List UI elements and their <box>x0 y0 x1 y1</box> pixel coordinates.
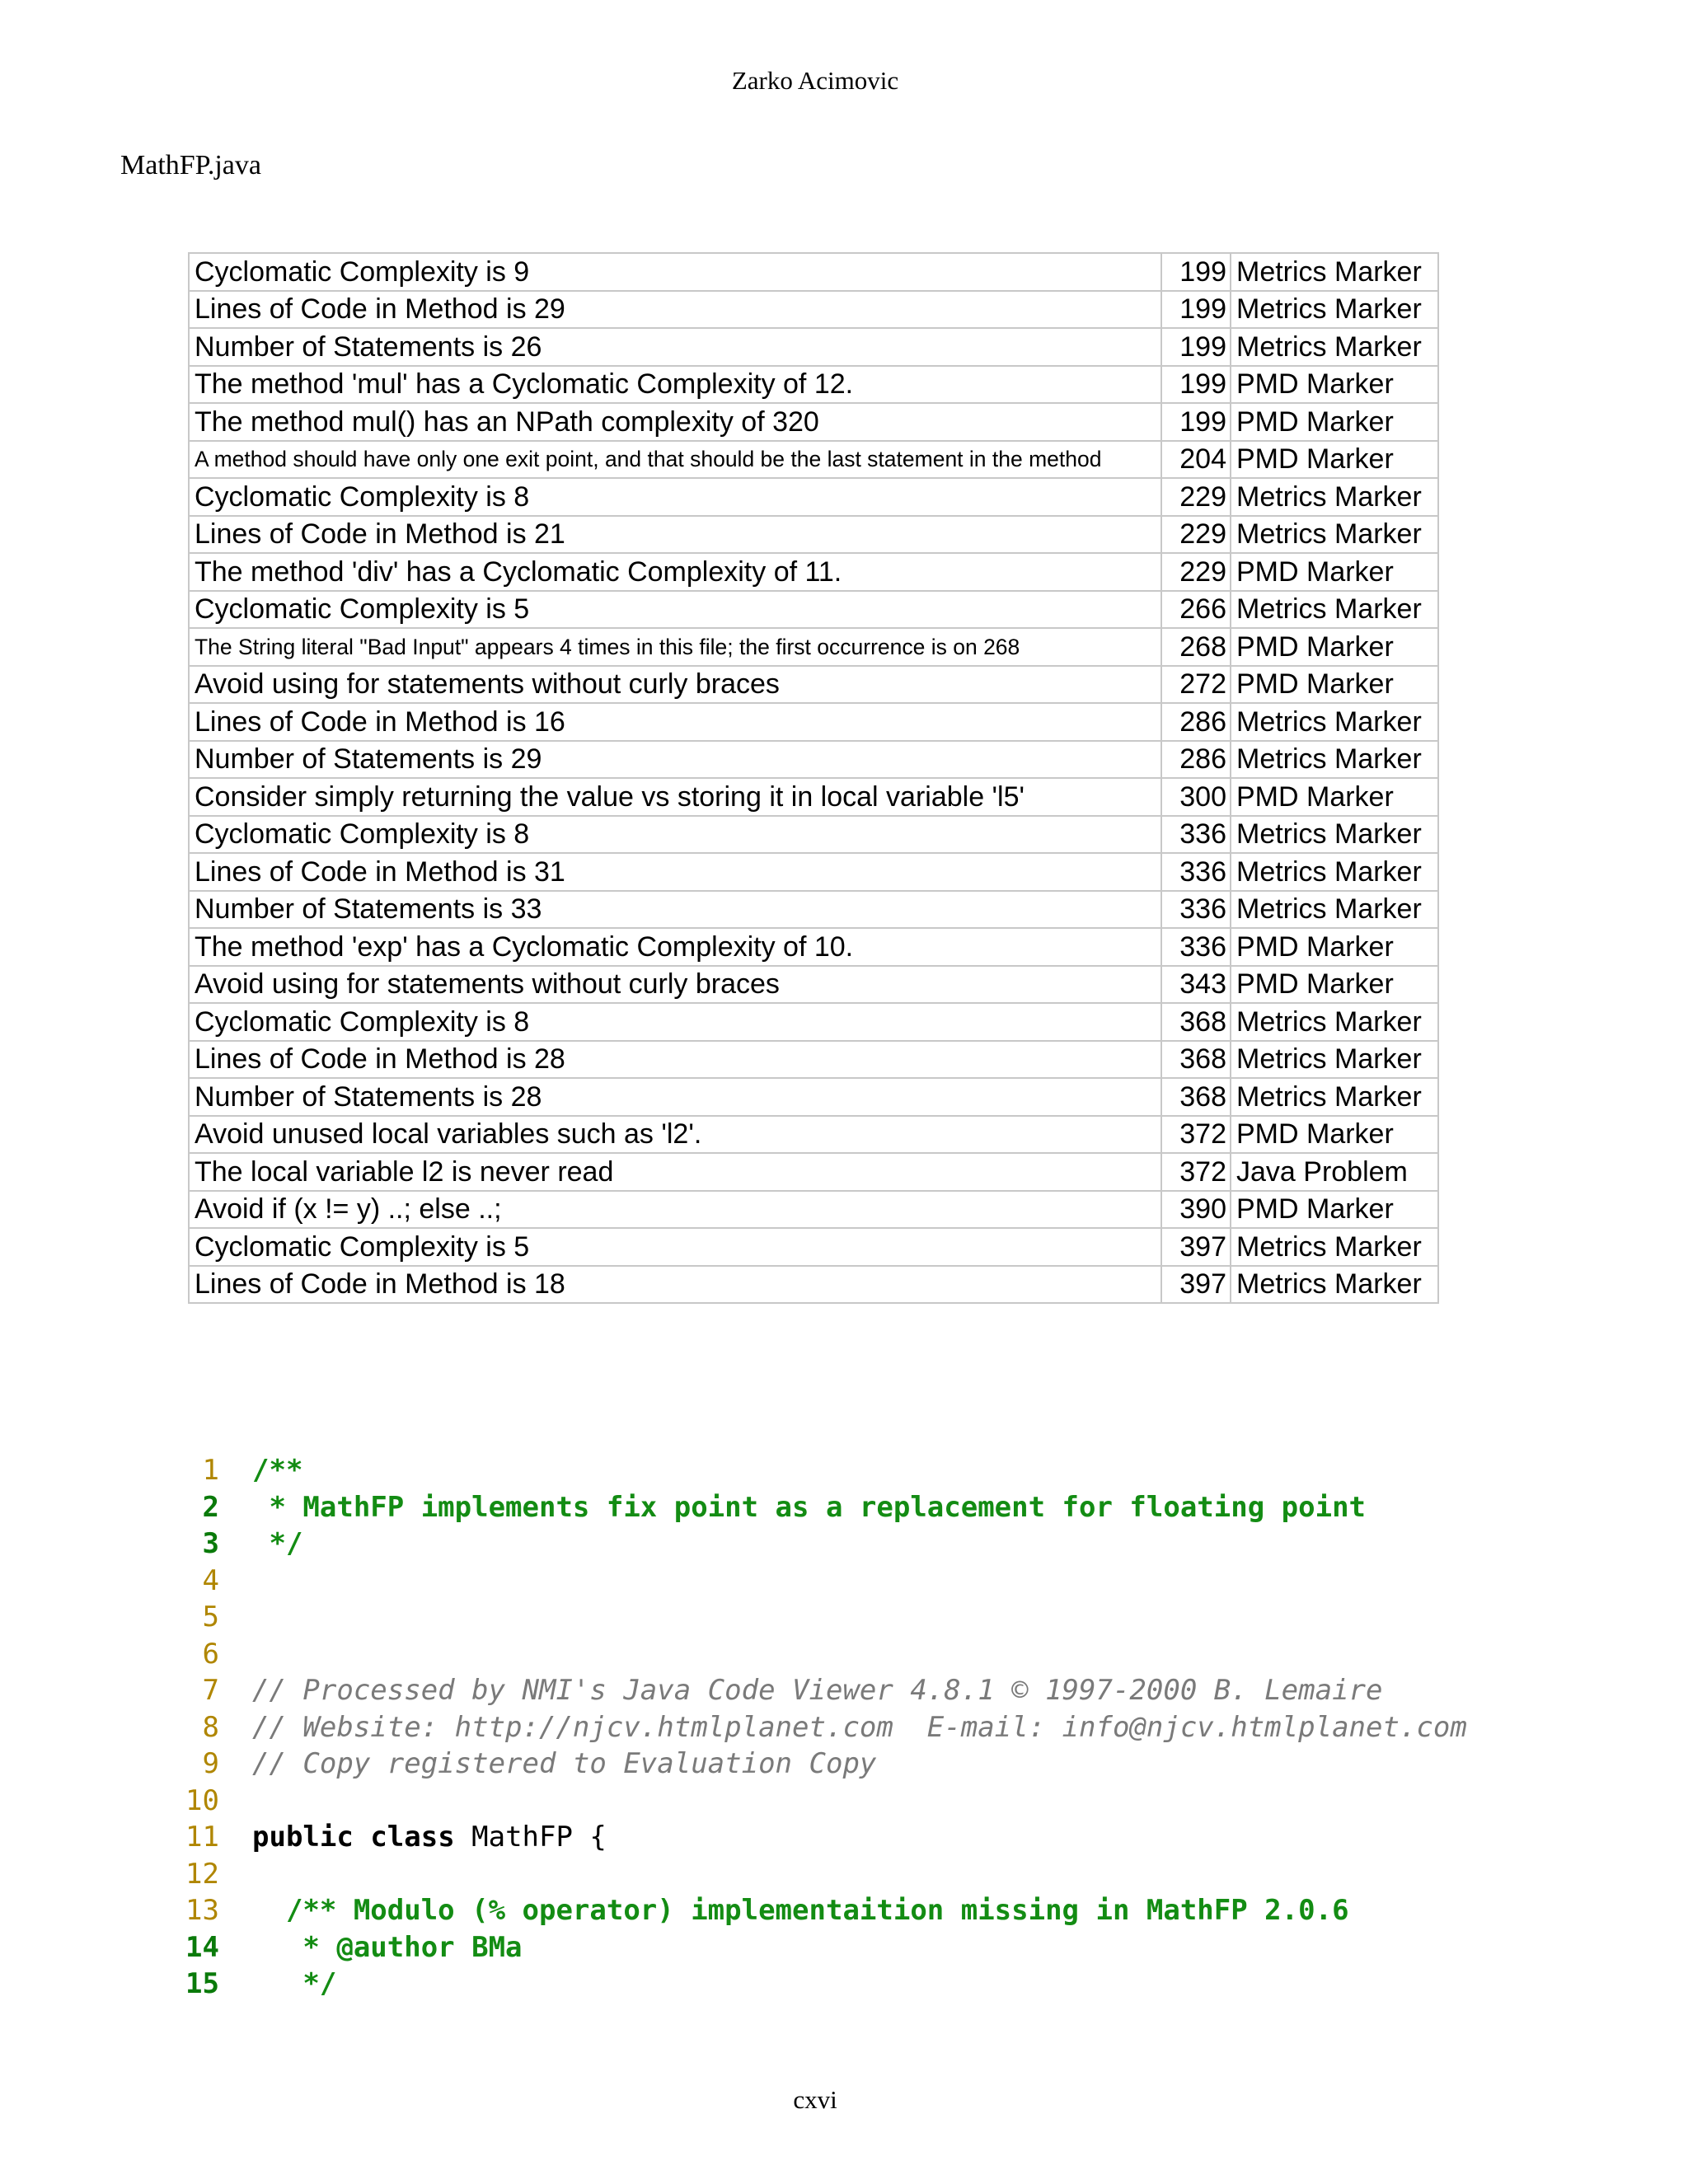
code-text: */ <box>252 1967 337 2000</box>
marker-row <box>189 366 1438 404</box>
marker-line: 199 <box>1161 403 1231 441</box>
code-line <box>181 1892 1467 1929</box>
marker-message: Number of Statements is 33 <box>189 891 1161 929</box>
marker-row <box>189 591 1438 629</box>
code-line <box>181 1783 1467 1820</box>
marker-message: Lines of Code in Method is 18 <box>189 1266 1161 1304</box>
marker-line: 336 <box>1161 891 1231 929</box>
code-line <box>181 1929 1467 1966</box>
code-line <box>181 1746 1467 1783</box>
line-number: 5 <box>202 1601 219 1633</box>
marker-row <box>189 516 1438 554</box>
code-line <box>181 1599 1467 1636</box>
marker-line: 286 <box>1161 703 1231 741</box>
marker-line: 272 <box>1161 666 1231 704</box>
marker-row <box>189 328 1438 366</box>
marker-row <box>189 1153 1438 1191</box>
code-text: /** <box>252 1454 303 1487</box>
code-line <box>181 1563 1467 1600</box>
line-number: 14 <box>185 1930 219 1964</box>
marker-message: Cyclomatic Complexity is 5 <box>189 1228 1161 1266</box>
marker-type: Metrics Marker <box>1231 816 1438 854</box>
marker-line: 199 <box>1161 253 1231 291</box>
marker-row <box>189 778 1438 816</box>
marker-message: Number of Statements is 26 <box>189 328 1161 366</box>
marker-type: PMD Marker <box>1231 778 1438 816</box>
marker-type: Metrics Marker <box>1231 1266 1438 1304</box>
code-line <box>181 1489 1467 1526</box>
marker-line: 286 <box>1161 741 1231 779</box>
marker-line: 343 <box>1161 966 1231 1004</box>
keyword-public: public <box>252 1821 354 1854</box>
marker-type: Metrics Marker <box>1231 741 1438 779</box>
marker-row <box>189 741 1438 779</box>
marker-type: Metrics Marker <box>1231 703 1438 741</box>
marker-row <box>189 891 1438 929</box>
marker-message: The method 'div' has a Cyclomatic Complexity of 11. <box>189 553 1161 591</box>
marker-line: 336 <box>1161 816 1231 854</box>
marker-message: Avoid using for statements without curly braces <box>189 966 1161 1004</box>
marker-line: 368 <box>1161 1078 1231 1116</box>
marker-type: Metrics Marker <box>1231 253 1438 291</box>
marker-line: 229 <box>1161 516 1231 554</box>
marker-line: 368 <box>1161 1003 1231 1041</box>
marker-line: 199 <box>1161 291 1231 329</box>
marker-line: 397 <box>1161 1266 1231 1304</box>
marker-type: Metrics Marker <box>1231 1228 1438 1266</box>
marker-row <box>189 291 1438 329</box>
marker-line: 336 <box>1161 928 1231 966</box>
marker-line: 199 <box>1161 366 1231 404</box>
marker-type: Metrics Marker <box>1231 853 1438 891</box>
code-line <box>181 1636 1467 1673</box>
marker-message: The method 'mul' has a Cyclomatic Complexity of 12. <box>189 366 1161 404</box>
code-text: * @author BMa <box>252 1930 523 1964</box>
marker-row <box>189 553 1438 591</box>
marker-line: 199 <box>1161 328 1231 366</box>
marker-row <box>189 253 1438 291</box>
marker-message: Number of Statements is 29 <box>189 741 1161 779</box>
marker-row <box>189 1191 1438 1229</box>
marker-row <box>189 666 1438 704</box>
marker-line: 229 <box>1161 478 1231 516</box>
marker-line: 368 <box>1161 1041 1231 1079</box>
marker-line: 397 <box>1161 1228 1231 1266</box>
marker-type: Metrics Marker <box>1231 1003 1438 1041</box>
marker-type: Java Problem <box>1231 1153 1438 1191</box>
code-text: // Processed by NMI's Java Code Viewer 4.8.1 © 1997-2000 B. Lemaire <box>252 1674 1383 1707</box>
marker-line: 336 <box>1161 853 1231 891</box>
marker-row <box>189 1078 1438 1116</box>
marker-row <box>189 816 1438 854</box>
line-number: 11 <box>185 1821 219 1854</box>
marker-type: Metrics Marker <box>1231 591 1438 629</box>
marker-message: Lines of Code in Method is 21 <box>189 516 1161 554</box>
file-title: MathFP.java <box>120 150 261 180</box>
markers-table <box>188 252 1439 1304</box>
marker-row <box>189 1266 1438 1304</box>
marker-row <box>189 1228 1438 1266</box>
code-text: // Copy registered to Evaluation Copy <box>252 1747 877 1780</box>
line-number: 1 <box>202 1454 219 1487</box>
marker-message: Cyclomatic Complexity is 8 <box>189 1003 1161 1041</box>
marker-row <box>189 928 1438 966</box>
marker-message: Lines of Code in Method is 28 <box>189 1041 1161 1079</box>
line-number: 6 <box>202 1637 219 1671</box>
line-number: 15 <box>185 1967 219 2000</box>
marker-row <box>189 628 1438 666</box>
marker-type: Metrics Marker <box>1231 328 1438 366</box>
marker-message: Cyclomatic Complexity is 9 <box>189 253 1161 291</box>
marker-type: PMD Marker <box>1231 928 1438 966</box>
marker-line: 268 <box>1161 628 1231 666</box>
line-number: 8 <box>202 1710 219 1744</box>
code-line <box>181 1709 1467 1746</box>
marker-row <box>189 853 1438 891</box>
code-text: * MathFP implements fix point as a replacement for floating point <box>252 1490 1367 1524</box>
marker-row <box>189 966 1438 1004</box>
code-line <box>181 1526 1467 1563</box>
marker-type: PMD Marker <box>1231 966 1438 1004</box>
marker-message: Cyclomatic Complexity is 8 <box>189 816 1161 854</box>
code-listing <box>181 1452 1467 2003</box>
marker-message: Avoid if (x != y) ..; else ..; <box>189 1191 1161 1229</box>
code-line <box>181 1819 1467 1856</box>
marker-message: The method 'exp' has a Cyclomatic Complexity of 10. <box>189 928 1161 966</box>
code-line <box>181 1966 1467 2003</box>
marker-type: Metrics Marker <box>1231 1041 1438 1079</box>
marker-line: 390 <box>1161 1191 1231 1229</box>
marker-type: Metrics Marker <box>1231 291 1438 329</box>
marker-row <box>189 403 1438 441</box>
marker-line: 372 <box>1161 1116 1231 1154</box>
class-declaration: MathFP { <box>454 1821 607 1854</box>
marker-type: PMD Marker <box>1231 366 1438 404</box>
marker-message: Number of Statements is 28 <box>189 1078 1161 1116</box>
line-number: 4 <box>202 1563 219 1597</box>
marker-row <box>189 1041 1438 1079</box>
marker-row <box>189 441 1438 479</box>
marker-type: PMD Marker <box>1231 1191 1438 1229</box>
marker-type: PMD Marker <box>1231 666 1438 704</box>
marker-line: 372 <box>1161 1153 1231 1191</box>
code-text: /** Modulo (% operator) implementaition missing in MathFP 2.0.6 <box>252 1894 1349 1927</box>
marker-row <box>189 1003 1438 1041</box>
line-number: 10 <box>185 1783 219 1817</box>
line-number: 13 <box>185 1894 219 1927</box>
marker-message: Avoid unused local variables such as 'l2'. <box>189 1116 1161 1154</box>
marker-type: PMD Marker <box>1231 403 1438 441</box>
code-line <box>181 1672 1467 1709</box>
line-number: 9 <box>202 1747 219 1780</box>
marker-type: PMD Marker <box>1231 553 1438 591</box>
line-number: 7 <box>202 1674 219 1707</box>
line-number: 2 <box>202 1490 219 1524</box>
marker-type: Metrics Marker <box>1231 1078 1438 1116</box>
marker-type: PMD Marker <box>1231 441 1438 479</box>
marker-line: 300 <box>1161 778 1231 816</box>
marker-message: Lines of Code in Method is 16 <box>189 703 1161 741</box>
marker-row <box>189 1116 1438 1154</box>
code-line <box>181 1452 1467 1489</box>
marker-message: Lines of Code in Method is 31 <box>189 853 1161 891</box>
marker-type: PMD Marker <box>1231 628 1438 666</box>
marker-message: Consider simply returning the value vs storing it in local variable 'l5' <box>189 778 1161 816</box>
marker-message: The method mul() has an NPath complexity of 320 <box>189 403 1161 441</box>
marker-line: 204 <box>1161 441 1231 479</box>
marker-message: The String literal "Bad Input" appears 4 times in this file; the first occurrence is on 268 <box>189 628 1161 666</box>
page-number: cxvi <box>793 2085 837 2114</box>
marker-type: Metrics Marker <box>1231 478 1438 516</box>
line-number: 12 <box>185 1857 219 1891</box>
marker-message: A method should have only one exit point, and that should be the last statement in the method <box>189 441 1161 479</box>
marker-line: 229 <box>1161 553 1231 591</box>
marker-type: Metrics Marker <box>1231 516 1438 554</box>
marker-message: The local variable l2 is never read <box>189 1153 1161 1191</box>
code-text: // Website: http://njcv.htmlplanet.com E-mail: info@njcv.htmlplanet.com <box>252 1710 1467 1744</box>
marker-message: Lines of Code in Method is 29 <box>189 291 1161 329</box>
keyword-class: class <box>370 1821 455 1854</box>
page-header-author: Zarko Acimovic <box>731 66 899 95</box>
code-line <box>181 1856 1467 1893</box>
code-text: */ <box>252 1527 303 1560</box>
line-number: 3 <box>202 1527 219 1560</box>
marker-line: 266 <box>1161 591 1231 629</box>
code-text <box>252 1819 607 1856</box>
marker-row <box>189 703 1438 741</box>
marker-type: PMD Marker <box>1231 1116 1438 1154</box>
marker-row <box>189 478 1438 516</box>
marker-message: Cyclomatic Complexity is 5 <box>189 591 1161 629</box>
marker-type: Metrics Marker <box>1231 891 1438 929</box>
marker-message: Cyclomatic Complexity is 8 <box>189 478 1161 516</box>
marker-message: Avoid using for statements without curly braces <box>189 666 1161 704</box>
